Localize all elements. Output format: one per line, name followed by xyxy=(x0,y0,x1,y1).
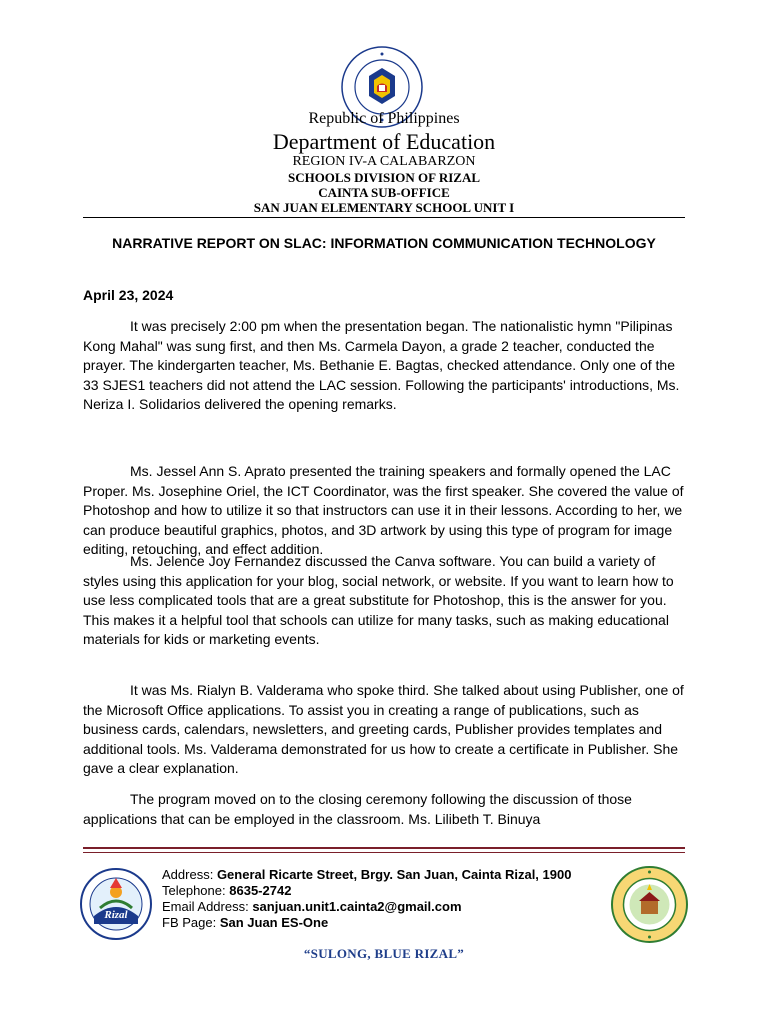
footer-telephone xyxy=(162,883,291,899)
footer-divider-thin xyxy=(83,852,685,853)
report-title: NARRATIVE REPORT ON SLAC: INFORMATION COMMUNICATION TECHNOLOGY xyxy=(112,235,656,251)
paragraph-5 xyxy=(83,790,685,829)
paragraph-4-text: It was Ms. Rialyn B. Valderama who spoke third. She talked about using Publisher, one of the Microsoft Office applications. To assist you in creating a range of publications, such as business cards, calendars, newsletters, and greeting cards, Publisher provides templates and additional tools. Ms. Valderama demonstrated for us how to create a certificate in Publisher. She gave a clear explanation. xyxy=(83,682,684,776)
report-date: April 23, 2024 xyxy=(83,287,174,303)
paragraph-4 xyxy=(83,681,685,779)
paragraph-5-text: The program moved on to the closing ceremony following the discussion of those applications that can be employed in the classroom. Ms. Lilibeth T. Binuya xyxy=(83,791,632,827)
footer-divider-thick xyxy=(83,847,685,849)
rizal-division-logo-icon xyxy=(80,868,152,940)
header-sub-office: CAINTA SUB-OFFICE xyxy=(318,185,450,200)
address-value: General Ricarte Street, Brgy. San Juan, Cainta Rizal, 1900 xyxy=(216,867,572,882)
email-label: Email Address: xyxy=(162,899,249,914)
fb-label: FB Page: xyxy=(162,915,217,930)
telephone-value: 8635-2742 xyxy=(229,883,292,898)
footer-fb-page xyxy=(162,915,328,931)
fb-value: San Juan ES-One xyxy=(219,915,329,930)
paragraph-1 xyxy=(83,317,685,415)
header-divider xyxy=(83,217,685,218)
paragraph-1-text: It was precisely 2:00 pm when the presentation began. The nationalistic hymn "Pilipinas Kong Mahal" was sung first, and then Ms. Carmela Dayon, a grade 2 teacher, conducted the prayer. The kindergarten teacher, Ms. Bethanie E. Bagtas, checked attendance. Only one of the 33 SJES1 teachers did not attend the LAC session. Following the participants' introductions, Ms. Neriza I. Solidarios delivered the opening remarks. xyxy=(83,318,680,412)
svg-text:Rizal: Rizal xyxy=(104,909,128,921)
header-department: Department of Education xyxy=(272,129,496,154)
paragraph-3-text: Ms. Jelence Joy Fernandez discussed the Canva software. You can build a variety of styles using this application for your blog, social network, or website. If you want to learn how to use less complicated tools that are a great substitute for Photoshop, this is the answer for you. This makes it a helpful tool that schools can utilize for many tasks, such as making educational materials for kids or marketing events. xyxy=(83,553,674,647)
header-republic: Republic of Philippines xyxy=(308,110,460,127)
telephone-label: Telephone: xyxy=(162,883,226,898)
email-value: sanjuan.unit1.cainta2@gmail.com xyxy=(252,899,462,914)
school-seal-icon xyxy=(611,866,688,943)
footer-email xyxy=(162,899,462,915)
paragraph-2-text: Ms. Jessel Ann S. Aprato presented the training speakers and formally opened the LAC Proper. Ms. Josephine Oriel, the ICT Coordinator, was the first speaker. She covered the value of Photoshop and how to utilize it so that instructors can use it in their lessons. According to her, we can produce beautiful graphics, photos, and 3D artwork by using this type of program for image editing, retouching, and effect addition. xyxy=(83,463,684,557)
header-school: SAN JUAN ELEMENTARY SCHOOL UNIT I xyxy=(253,200,515,215)
header-division: SCHOOLS DIVISION OF RIZAL xyxy=(287,170,481,185)
paragraph-2 xyxy=(83,462,685,560)
footer-motto: “SULONG, BLUE RIZAL” xyxy=(303,946,465,961)
footer-address xyxy=(162,867,571,883)
address-label: Address: xyxy=(162,867,214,882)
paragraph-3 xyxy=(83,552,685,650)
header-region: REGION IV-A CALABARZON xyxy=(292,154,476,169)
